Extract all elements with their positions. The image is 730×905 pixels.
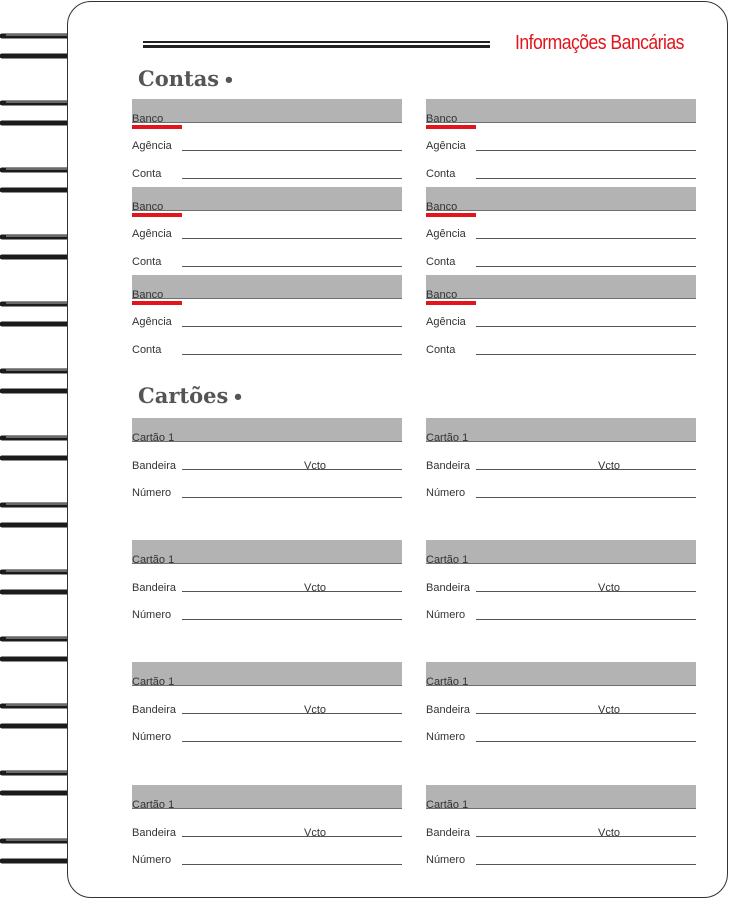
bandeira-field[interactable] [476,469,696,470]
bandeira-field[interactable] [182,713,402,714]
numero-label: Número [426,854,466,866]
conta-label: Conta [426,256,456,268]
vcto-label: Vcto [598,827,621,839]
contas-title: Contas [138,66,220,91]
vcto-label: Vcto [304,704,327,716]
numero-label: Número [132,731,172,743]
contas-bullet: • [223,70,235,91]
vcto-label: Vcto [598,460,621,472]
header-rule [143,41,490,49]
numero-field[interactable] [182,497,402,498]
banco-band [426,275,696,299]
conta-field[interactable] [476,266,696,267]
numero-field[interactable] [182,864,402,865]
vcto-label: Vcto [598,704,621,716]
banco-red-marker [426,125,476,129]
numero-label: Número [426,731,466,743]
cartao-label: Cartão 1 [426,554,469,566]
agencia-field[interactable] [476,238,696,239]
banco-label: Banco [132,201,164,213]
numero-label: Número [426,487,466,499]
vcto-label: Vcto [304,827,327,839]
banco-band [132,275,402,299]
bandeira-label: Bandeira [426,582,471,594]
page-title: Informações Bancárias [515,32,684,54]
cartao-label: Cartão 1 [426,799,469,811]
agencia-field[interactable] [182,326,402,327]
vcto-label: Vcto [304,582,327,594]
numero-field[interactable] [182,741,402,742]
numero-label: Número [132,487,172,499]
banco-band [426,99,696,123]
cartoes-bullet: • [232,387,244,408]
bandeira-field[interactable] [182,469,402,470]
numero-field[interactable] [476,619,696,620]
agencia-label: Agência [426,228,466,240]
numero-label: Número [132,609,172,621]
conta-label: Conta [426,344,456,356]
conta-field[interactable] [182,266,402,267]
conta-label: Conta [426,168,456,180]
bandeira-label: Bandeira [132,460,177,472]
cartao-label: Cartão 1 [132,432,175,444]
banco-red-marker [426,213,476,217]
numero-field[interactable] [476,741,696,742]
conta-label: Conta [132,256,162,268]
bandeira-label: Bandeira [132,582,177,594]
conta-label: Conta [132,344,162,356]
agencia-label: Agência [132,316,172,328]
numero-label: Número [132,854,172,866]
cartoes-heading [138,383,244,408]
conta-field[interactable] [182,354,402,355]
cartao-label: Cartão 1 [426,676,469,688]
cartao-label: Cartão 1 [132,676,175,688]
numero-label: Número [426,609,466,621]
banco-label: Banco [132,113,164,125]
banco-red-marker [426,301,476,305]
conta-label: Conta [132,168,162,180]
agencia-label: Agência [132,140,172,152]
bandeira-field[interactable] [476,836,696,837]
agencia-field[interactable] [182,150,402,151]
numero-field[interactable] [476,497,696,498]
agencia-field[interactable] [182,238,402,239]
notebook-page [67,1,728,898]
banco-band [426,187,696,211]
bandeira-label: Bandeira [426,704,471,716]
vcto-label: Vcto [304,460,327,472]
agencia-field[interactable] [476,150,696,151]
agencia-label: Agência [132,228,172,240]
conta-field[interactable] [182,178,402,179]
cartoes-title: Cartões [138,383,229,408]
bandeira-field[interactable] [182,591,402,592]
banco-label: Banco [426,289,458,301]
numero-field[interactable] [476,864,696,865]
banco-red-marker [132,125,182,129]
conta-field[interactable] [476,178,696,179]
cartao-label: Cartão 1 [132,799,175,811]
agencia-label: Agência [426,140,466,152]
banco-label: Banco [426,201,458,213]
banco-label: Banco [426,113,458,125]
bandeira-field[interactable] [476,713,696,714]
bandeira-label: Bandeira [426,460,471,472]
numero-field[interactable] [182,619,402,620]
contas-heading [138,66,235,91]
banco-band [132,187,402,211]
banco-band [132,99,402,123]
bandeira-label: Bandeira [132,704,177,716]
agencia-label: Agência [426,316,466,328]
banco-red-marker [132,301,182,305]
banco-label: Banco [132,289,164,301]
conta-field[interactable] [476,354,696,355]
bandeira-field[interactable] [182,836,402,837]
vcto-label: Vcto [598,582,621,594]
banco-red-marker [132,213,182,217]
cartao-label: Cartão 1 [132,554,175,566]
bandeira-label: Bandeira [426,827,471,839]
agencia-field[interactable] [476,326,696,327]
bandeira-label: Bandeira [132,827,177,839]
bandeira-field[interactable] [476,591,696,592]
cartao-label: Cartão 1 [426,432,469,444]
